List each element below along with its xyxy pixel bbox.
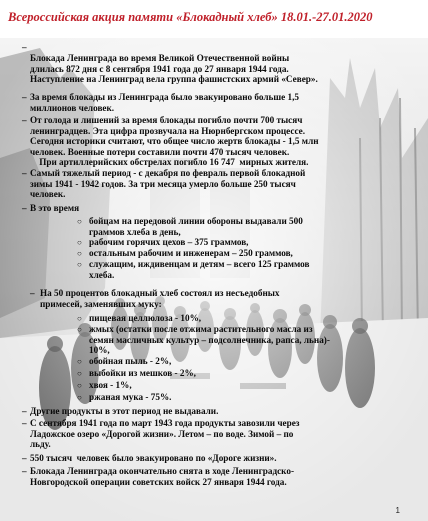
text-line: человек. xyxy=(30,189,66,199)
bullet-circle-icon: ○ xyxy=(77,260,82,269)
text-line: 550 тысяч человек было эвакуировано по «Дороге жизни». xyxy=(30,453,277,463)
list-item: 10%, xyxy=(89,345,110,355)
bullet-circle-icon: ○ xyxy=(77,314,82,323)
list-item: ржаная мука - 75%. xyxy=(89,392,172,402)
text-line: зимы 1941 - 1942 годов. За три месяца умерло больше 250 тысяч xyxy=(30,178,296,189)
page-title: Всероссийская акция памяти «Блокадный хлеб» 18.01.-27.01.2020 xyxy=(8,10,373,24)
dash-marker: – xyxy=(22,453,27,463)
text-line: примесей, заменявших муку: xyxy=(40,298,162,309)
dash-marker: – xyxy=(30,288,35,298)
dash-marker: – xyxy=(22,92,27,102)
list-item: остальным рабочим и инженерам – 250 граммов, xyxy=(89,248,293,258)
text-line: С сентября 1941 года по март 1943 года продукты завозили через xyxy=(30,418,300,428)
list-item: обойная пыль - 2%, xyxy=(89,356,172,366)
dash-marker: – xyxy=(22,42,27,52)
list-item: служащим, иждивенцам и детям – всего 125 граммов xyxy=(89,259,310,269)
text-line: Сегодня историки считают, что общее число жертв блокады - 1,5 млн xyxy=(30,136,319,146)
text-line: ленинградцев. Эта цифра прозвучала на Нюрнбергском процессе. xyxy=(30,125,306,136)
text-line: В это время xyxy=(30,203,80,213)
bullet-circle-icon: ○ xyxy=(77,217,82,226)
list-item: пищевая целлюлоза - 10%, xyxy=(89,313,202,323)
list-item: семян масличных культур – подсолнечника, рапса, льна)- xyxy=(89,334,330,345)
text-line: Другие продукты в этот период не выдавали. xyxy=(30,406,219,416)
text-line: При артиллерийских обстрелах погибло 16 747 мирных жителя. xyxy=(30,157,309,167)
page-number: 1 xyxy=(395,506,400,515)
dash-marker: – xyxy=(22,418,27,428)
list-item: граммов хлеба в день, xyxy=(89,226,181,237)
list-item: хлеба. xyxy=(89,269,115,280)
list-item: бойцам на передовой линии обороны выдавали 500 xyxy=(89,216,303,226)
bullet-circle-icon: ○ xyxy=(77,325,82,334)
text-line: На 50 процентов блокадный хлеб состоял из несъедобных xyxy=(40,288,280,298)
bullet-circle-icon: ○ xyxy=(77,381,82,390)
dash-marker: – xyxy=(22,168,27,178)
text-line: От голода и лишений за время блокады погибло почти 700 тысяч xyxy=(30,115,303,125)
bullet-circle-icon: ○ xyxy=(77,249,82,258)
list-item: выбойки из мешков - 2%, xyxy=(89,368,196,378)
dash-marker: – xyxy=(22,406,27,416)
list-item: рабочим горячих цехов – 375 граммов, xyxy=(89,237,249,247)
dash-marker: – xyxy=(22,466,27,476)
list-item: жмых (остатки после отжима растительного масла из xyxy=(89,324,313,334)
text-line: человек. Военные потери составили почти 470 тысяч человек. xyxy=(30,146,290,157)
list-item: хвоя - 1%, xyxy=(89,380,132,390)
text-line: Самый тяжелый период - с декабря по февраль первой блокадной xyxy=(30,168,306,178)
bullet-circle-icon: ○ xyxy=(77,357,82,366)
text-line: Блокада Ленинграда окончательно снята в ходе Ленинградско- xyxy=(30,466,294,476)
text-line: Блокада Ленинграда во время Великой Отечественной войны xyxy=(30,53,290,63)
bullet-circle-icon: ○ xyxy=(77,393,82,402)
text-line: Новгородской операции советских войск 27 января 1944 года. xyxy=(30,476,287,487)
bullet-circle-icon: ○ xyxy=(77,369,82,378)
text-line: длилась 872 дня с 8 сентября 1941 года до 27 января 1944 года. xyxy=(30,63,289,74)
text-line: льду. xyxy=(30,439,51,449)
dash-marker: – xyxy=(22,203,27,213)
dash-marker: – xyxy=(22,115,27,125)
text-line: миллионов человек. xyxy=(30,102,115,113)
text-line: Ладожское озеро «Дорогой жизни». Летом – по воде. Зимой – по xyxy=(30,428,294,439)
text-line: За время блокады из Ленинграда было эвакуировано больше 1,5 xyxy=(30,92,300,102)
text-line: Наступление на Ленинград вела группа фашистских армий «Север». xyxy=(30,74,318,84)
bullet-circle-icon: ○ xyxy=(77,238,82,247)
